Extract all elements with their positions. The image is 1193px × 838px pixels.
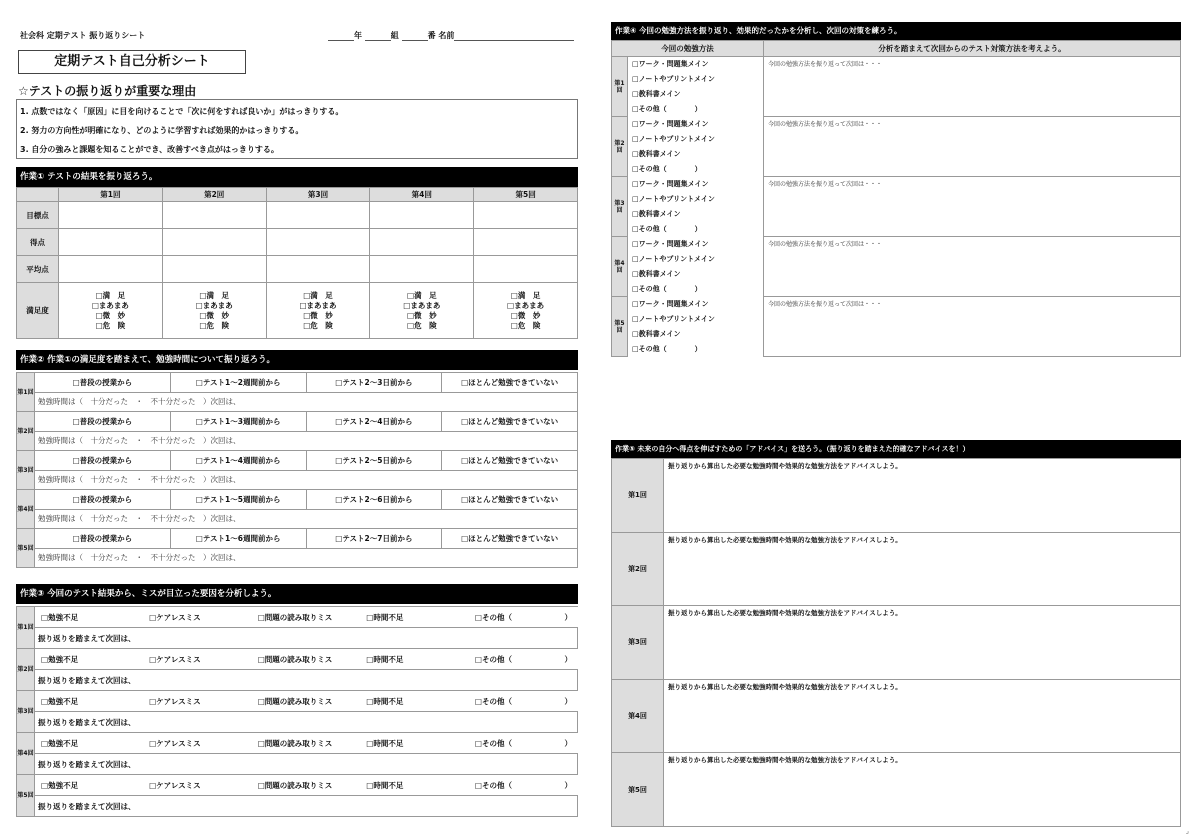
- mistake-option[interactable]: □時間不足: [360, 733, 469, 754]
- study-time-option[interactable]: □普段の授業から: [35, 529, 171, 549]
- method-option[interactable]: □ワーク・問題集メイン: [628, 177, 764, 192]
- resize-corner-icon: ⌟: [1185, 827, 1189, 835]
- input-cell[interactable]: [162, 256, 266, 283]
- satisfaction-option[interactable]: □危 険: [95, 320, 126, 330]
- task3-table: [16, 606, 578, 817]
- satisfaction-option[interactable]: □満 足: [406, 290, 437, 300]
- satisfaction-option[interactable]: □危 険: [199, 320, 229, 330]
- method-option[interactable]: □その他（ ）: [628, 102, 764, 117]
- mistake-option[interactable]: □勉強不足: [35, 607, 144, 628]
- name-label: 名前: [438, 31, 455, 40]
- input-cell[interactable]: [59, 229, 163, 256]
- corner-cell: [17, 188, 59, 202]
- round-label: [17, 451, 35, 490]
- mistake-option[interactable]: □問題の読み取りミス: [252, 607, 361, 628]
- method-option[interactable]: □ワーク・問題集メイン: [628, 237, 764, 252]
- task4-title: 作業④ 今回の勉強方法を振り返り、効果的だったかを分析し、次回の対策を練ろう。: [611, 22, 1181, 40]
- plan-cell[interactable]: 今回の勉強方法を振り返って次回は・・・: [764, 177, 1181, 237]
- method-option[interactable]: □ノートやプリントメイン: [628, 252, 764, 267]
- task5-title: 作業⑤ 未来の自分へ得点を伸ばすための「アドバイス」を送ろう。（振り返りを踏まえた的確なアドバイスを！）: [611, 440, 1181, 458]
- method-option[interactable]: □ノートやプリントメイン: [628, 72, 764, 87]
- task2-table: [16, 372, 578, 568]
- reason-item: 2. 努力の方向性が明確になり、どのように学習すれば効果的かはっきりする。: [20, 126, 304, 135]
- row-header: 満足度: [17, 283, 59, 339]
- mistake-option[interactable]: □その他（ ）: [469, 691, 578, 712]
- input-cell[interactable]: [266, 229, 370, 256]
- round-label: 第2回: [612, 532, 664, 606]
- mistake-option[interactable]: □ケアレスミス: [143, 649, 252, 670]
- round-label-text: 第1回: [614, 79, 625, 94]
- round-label-text: 第5回: [614, 319, 625, 334]
- study-time-reflection[interactable]: 勉強時間は（ 十分だった ・ 不十分だった ）次回は、: [35, 470, 578, 490]
- satisfaction-cell[interactable]: [59, 283, 163, 339]
- study-time-option[interactable]: □ほとんど勉強できていない: [442, 412, 578, 432]
- method-option[interactable]: □ワーク・問題集メイン: [628, 57, 764, 72]
- satisfaction-option[interactable]: □まあまあ: [299, 300, 337, 310]
- col-header: 第2回: [162, 188, 266, 202]
- satisfaction-option[interactable]: □危 険: [406, 320, 437, 330]
- study-time-option[interactable]: □普段の授業から: [35, 490, 171, 510]
- mistake-option[interactable]: □ケアレスミス: [143, 775, 252, 796]
- study-time-option[interactable]: □テスト1～2週間前から: [170, 373, 306, 393]
- satisfaction-option[interactable]: □微 妙: [303, 310, 333, 320]
- mistake-reflection[interactable]: 振り返りを踏まえて次回は、: [35, 712, 578, 733]
- input-cell[interactable]: [474, 229, 578, 256]
- task4-table: [611, 40, 1181, 357]
- study-time-option[interactable]: □テスト1～3週間前から: [170, 412, 306, 432]
- reasons-box: [16, 99, 578, 159]
- mistake-option[interactable]: □ケアレスミス: [143, 607, 252, 628]
- study-time-option[interactable]: □テスト1～6週間前から: [170, 529, 306, 549]
- reason-item: 3. 自分の強みと課題を知ることができ、改善すべき点がはっきりする。: [20, 145, 279, 154]
- method-option[interactable]: □教科書メイン: [628, 327, 764, 342]
- round-label-text: 第2回: [614, 139, 625, 154]
- mistake-reflection[interactable]: 振り返りを踏まえて次回は、: [35, 754, 578, 775]
- advice-cell[interactable]: 振り返りから算出した必要な勉強時間や効果的な勉強方法をアドバイスしよう。: [664, 532, 1181, 606]
- input-cell[interactable]: [474, 202, 578, 229]
- satisfaction-option[interactable]: □微 妙: [510, 310, 541, 320]
- task1-title: 作業① テストの結果を振り返ろう。: [16, 167, 578, 187]
- study-time-option[interactable]: □テスト2～6日前から: [306, 490, 442, 510]
- input-cell[interactable]: [370, 202, 474, 229]
- reason-item: 1. 点数ではなく「原因」に目を向けることで「次に何をすれば良いか」がはっきりする。: [20, 107, 344, 116]
- round-label: 第5回: [612, 753, 664, 827]
- plan-cell[interactable]: 今回の勉強方法を振り返って次回は・・・: [764, 297, 1181, 357]
- method-option[interactable]: □ワーク・問題集メイン: [628, 117, 764, 132]
- input-cell[interactable]: [59, 202, 163, 229]
- mistake-option[interactable]: □勉強不足: [35, 733, 144, 754]
- satisfaction-option[interactable]: □まあまあ: [507, 300, 545, 310]
- study-time-option[interactable]: □テスト2～5日前から: [306, 451, 442, 471]
- study-time-option[interactable]: □ほとんど勉強できていない: [442, 490, 578, 510]
- satisfaction-option[interactable]: □まあまあ: [403, 300, 441, 310]
- round-label-text: 第2回: [17, 427, 34, 435]
- row-header: 得点: [17, 229, 59, 256]
- satisfaction-option[interactable]: □まあまあ: [91, 300, 129, 310]
- plan-cell[interactable]: 今回の勉強方法を振り返って次回は・・・: [764, 57, 1181, 117]
- method-option[interactable]: □ワーク・問題集メイン: [628, 297, 764, 312]
- round-label-text: 第1回: [17, 388, 34, 396]
- round-label-text: 第4回: [614, 259, 625, 274]
- round-label: [612, 237, 628, 297]
- mistake-option[interactable]: □その他（ ）: [469, 649, 578, 670]
- round-label: [17, 490, 35, 529]
- mistake-option[interactable]: □勉強不足: [35, 649, 144, 670]
- study-time-option[interactable]: □テスト1～4週間前から: [170, 451, 306, 471]
- satisfaction-cell[interactable]: [370, 283, 474, 339]
- method-option[interactable]: □ノートやプリントメイン: [628, 192, 764, 207]
- mistake-reflection[interactable]: 振り返りを踏まえて次回は、: [35, 796, 578, 817]
- study-time-option[interactable]: □普段の授業から: [35, 373, 171, 393]
- round-label-text: 第5回: [17, 544, 34, 552]
- method-option[interactable]: □その他（ ）: [628, 342, 764, 357]
- satisfaction-option[interactable]: □満 足: [95, 290, 126, 300]
- grade-blank[interactable]: [328, 33, 354, 41]
- advice-cell[interactable]: 振り返りから算出した必要な勉強時間や効果的な勉強方法をアドバイスしよう。: [664, 606, 1181, 680]
- reasons-heading: ☆テストの振り返りが重要な理由: [18, 84, 197, 98]
- round-label-text: 第3回: [614, 199, 625, 214]
- advice-cell[interactable]: 振り返りから算出した必要な勉強時間や効果的な勉強方法をアドバイスしよう。: [664, 753, 1181, 827]
- name-blank[interactable]: [454, 33, 574, 41]
- grade-label: 年: [354, 31, 362, 40]
- mistake-option[interactable]: □その他（ ）: [469, 607, 578, 628]
- input-cell[interactable]: [59, 256, 163, 283]
- study-time-option[interactable]: □普段の授業から: [35, 412, 171, 432]
- page-title: 定期テスト自己分析シート: [18, 50, 246, 74]
- mistake-option[interactable]: □ケアレスミス: [143, 733, 252, 754]
- satisfaction-cell[interactable]: [474, 283, 578, 339]
- round-label: [17, 649, 35, 691]
- sheet-header: [20, 28, 580, 44]
- advice-cell[interactable]: 振り返りから算出した必要な勉強時間や効果的な勉強方法をアドバイスしよう。: [664, 679, 1181, 753]
- method-option[interactable]: □その他（ ）: [628, 162, 764, 177]
- study-time-reflection[interactable]: 勉強時間は（ 十分だった ・ 不十分だった ）次回は、: [35, 431, 578, 451]
- method-col-header: 今回の勉強方法: [612, 41, 764, 57]
- task1-table: [16, 187, 578, 339]
- study-time-option[interactable]: □テスト2～7日前から: [306, 529, 442, 549]
- satisfaction-option[interactable]: □微 妙: [95, 310, 126, 320]
- satisfaction-option[interactable]: □まあまあ: [195, 300, 233, 310]
- satisfaction-cell[interactable]: [266, 283, 370, 339]
- advice-cell[interactable]: 振り返りから算出した必要な勉強時間や効果的な勉強方法をアドバイスしよう。: [664, 459, 1181, 533]
- satisfaction-option[interactable]: □微 妙: [406, 310, 437, 320]
- round-label: 第3回: [612, 606, 664, 680]
- mistake-option[interactable]: □問題の読み取りミス: [252, 733, 361, 754]
- round-label-text: 第2回: [17, 666, 34, 673]
- input-cell[interactable]: [370, 256, 474, 283]
- col-header: 第4回: [370, 188, 474, 202]
- satisfaction-option[interactable]: □危 険: [510, 320, 541, 330]
- satisfaction-option[interactable]: □微 妙: [199, 310, 229, 320]
- round-label: [17, 691, 35, 733]
- method-option[interactable]: □その他（ ）: [628, 222, 764, 237]
- study-time-reflection[interactable]: 勉強時間は（ 十分だった ・ 不十分だった ）次回は、: [35, 392, 578, 412]
- round-label: [612, 177, 628, 237]
- plan-cell[interactable]: 今回の勉強方法を振り返って次回は・・・: [764, 117, 1181, 177]
- round-label: [612, 117, 628, 177]
- input-cell[interactable]: [266, 202, 370, 229]
- method-option[interactable]: □教科書メイン: [628, 267, 764, 282]
- round-label: [17, 373, 35, 412]
- study-time-option[interactable]: □テスト2～3日前から: [306, 373, 442, 393]
- mistake-option[interactable]: □時間不足: [360, 649, 469, 670]
- plan-col-header: 分析を踏まえて次回からのテスト対策方法を考えよう。: [764, 41, 1181, 57]
- mistake-option[interactable]: □時間不足: [360, 775, 469, 796]
- number-label: 番: [427, 31, 436, 40]
- satisfaction-option[interactable]: □満 足: [510, 290, 541, 300]
- mistake-reflection[interactable]: 振り返りを踏まえて次回は、: [35, 670, 578, 691]
- mistake-option[interactable]: □問題の読み取りミス: [252, 775, 361, 796]
- study-time-option[interactable]: □ほとんど勉強できていない: [442, 451, 578, 471]
- round-label: [17, 775, 35, 817]
- mistake-option[interactable]: □時間不足: [360, 691, 469, 712]
- subject-label: 社会科 定期テスト 振り返りシート: [20, 31, 146, 40]
- mistake-option[interactable]: □勉強不足: [35, 775, 144, 796]
- mistake-reflection[interactable]: 振り返りを踏まえて次回は、: [35, 628, 578, 649]
- name-fields: [328, 30, 574, 41]
- round-label: 第4回: [612, 679, 664, 753]
- round-label-text: 第5回: [17, 792, 34, 799]
- class-label: 組: [390, 31, 399, 40]
- mistake-option[interactable]: □問題の読み取りミス: [252, 649, 361, 670]
- method-option[interactable]: □ノートやプリントメイン: [628, 312, 764, 327]
- mistake-option[interactable]: □ケアレスミス: [143, 691, 252, 712]
- round-label: [17, 733, 35, 775]
- task5-table: [611, 458, 1181, 827]
- round-label: [17, 412, 35, 451]
- mistake-option[interactable]: □勉強不足: [35, 691, 144, 712]
- method-option[interactable]: □ノートやプリントメイン: [628, 132, 764, 147]
- satisfaction-option[interactable]: □危 険: [303, 320, 333, 330]
- input-cell[interactable]: [162, 229, 266, 256]
- input-cell[interactable]: [474, 256, 578, 283]
- satisfaction-option[interactable]: □満 足: [303, 290, 333, 300]
- row-header: 平均点: [17, 256, 59, 283]
- input-cell[interactable]: [266, 256, 370, 283]
- study-time-reflection[interactable]: 勉強時間は（ 十分だった ・ 不十分だった ）次回は、: [35, 509, 578, 529]
- round-label-text: 第3回: [17, 708, 34, 715]
- satisfaction-option[interactable]: □満 足: [199, 290, 229, 300]
- study-time-option[interactable]: □ほとんど勉強できていない: [442, 373, 578, 393]
- class-blank[interactable]: [365, 33, 391, 41]
- method-option[interactable]: □教科書メイン: [628, 87, 764, 102]
- task2-title: 作業② 作業①の満足度を踏まえて、勉強時間について振り返ろう。: [16, 350, 578, 370]
- round-label: [17, 529, 35, 568]
- study-time-option[interactable]: □ほとんど勉強できていない: [442, 529, 578, 549]
- satisfaction-cell[interactable]: [162, 283, 266, 339]
- round-label-text: 第1回: [17, 624, 34, 631]
- method-option[interactable]: □教科書メイン: [628, 147, 764, 162]
- method-option[interactable]: □教科書メイン: [628, 207, 764, 222]
- col-header: 第5回: [474, 188, 578, 202]
- study-time-reflection[interactable]: 勉強時間は（ 十分だった ・ 不十分だった ）次回は、: [35, 548, 578, 568]
- plan-cell[interactable]: 今回の勉強方法を振り返って次回は・・・: [764, 237, 1181, 297]
- study-time-option[interactable]: □テスト1～5週間前から: [170, 490, 306, 510]
- col-header: 第3回: [266, 188, 370, 202]
- round-label: [612, 57, 628, 117]
- mistake-option[interactable]: □時間不足: [360, 607, 469, 628]
- col-header: 第1回: [59, 188, 163, 202]
- study-time-option[interactable]: □普段の授業から: [35, 451, 171, 471]
- round-label: [612, 297, 628, 357]
- method-option[interactable]: □その他（ ）: [628, 282, 764, 297]
- task3-title: 作業③ 今回のテスト結果から、ミスが目立った要因を分析しよう。: [16, 584, 578, 604]
- mistake-option[interactable]: □その他（ ）: [469, 775, 578, 796]
- round-label-text: 第4回: [17, 505, 34, 513]
- round-label: 第1回: [612, 459, 664, 533]
- mistake-option[interactable]: □その他（ ）: [469, 733, 578, 754]
- round-label: [17, 607, 35, 649]
- study-time-option[interactable]: □テスト2～4日前から: [306, 412, 442, 432]
- round-label-text: 第4回: [17, 750, 34, 757]
- row-header: 目標点: [17, 202, 59, 229]
- input-cell[interactable]: [162, 202, 266, 229]
- round-label-text: 第3回: [17, 466, 34, 474]
- input-cell[interactable]: [370, 229, 474, 256]
- mistake-option[interactable]: □問題の読み取りミス: [252, 691, 361, 712]
- number-blank[interactable]: [402, 33, 428, 41]
